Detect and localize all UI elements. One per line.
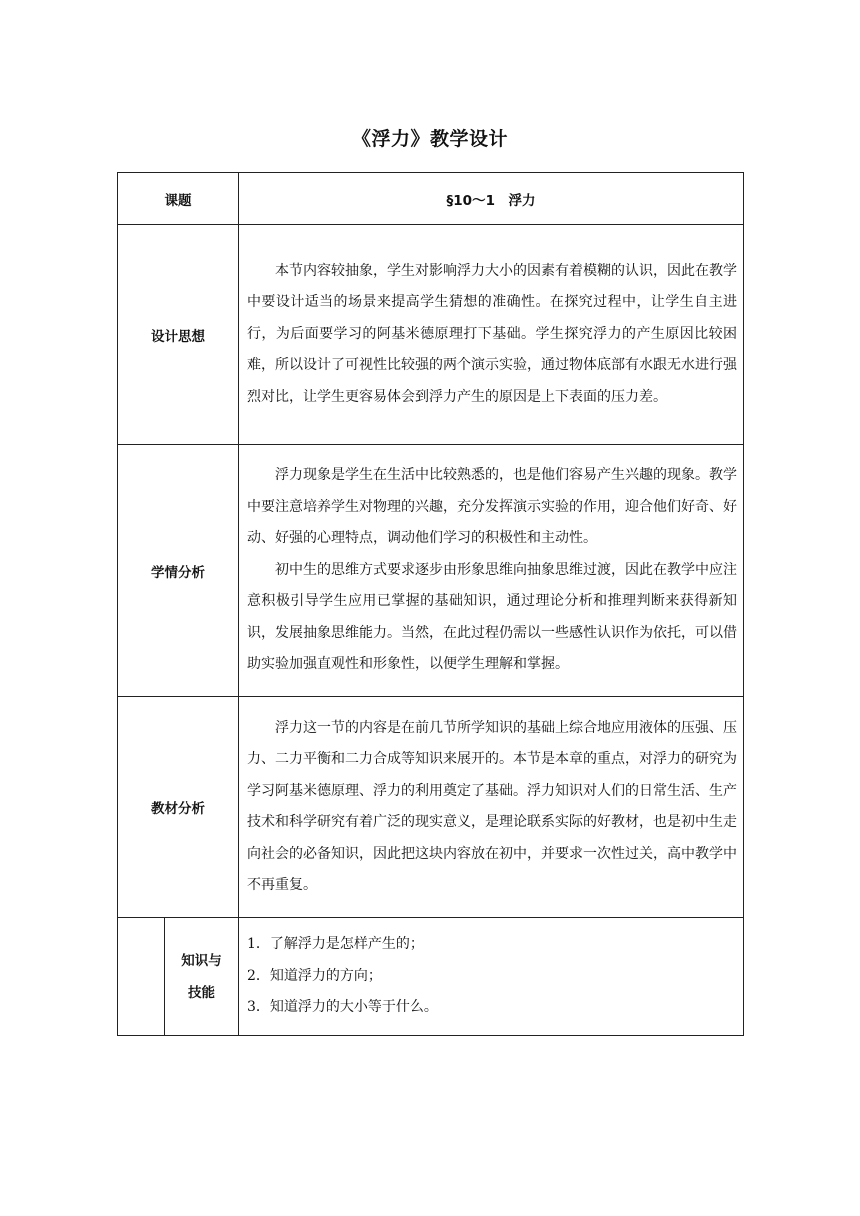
learner-analysis-label: 学情分析	[118, 445, 239, 697]
knowledge-skills-label-line-1: 知识与	[181, 952, 222, 969]
knowledge-skills-content	[239, 918, 744, 1036]
learner-analysis-paragraph-2: 初中生的思维方式要求逐步由形象思维向抽象思维过渡，因此在教学中应注意积极引导学生应用已掌握的基础知识，通过理论分析和推理判断来获得新知识，发展抽象思维能力。当然，在此过程仍需以一些感性认识作为依托，可以借助实验加强直观性和形象性，以便学生理解和掌握。	[247, 561, 737, 673]
learner-analysis-paragraph-1: 浮力现象是学生在生活中比较熟悉的，也是他们容易产生兴趣的现象。教学中要注意培养学生对物理的兴趣，充分发挥演示实验的作用，迎合他们好奇、好动、好强的心理特点，调动他们学习的积极性和主动性。	[247, 467, 737, 547]
knowledge-skills-label	[165, 918, 239, 1036]
document-title: 《浮力》教学设计	[351, 128, 508, 150]
design-idea-paragraph: 本节内容较抽象，学生对影响浮力大小的因素有着模糊的认识，因此在教学中要设计适当的场景来提高学生猜想的准确性。在探究过程中，让学生自主进行，为后面要学习的阿基米德原理打下基础。学生探究浮力的产生原因比较困难，所以设计了可视性比较强的两个演示实验，通过物体底部有水跟无水进行强烈对比，让学生更容易体会到浮力产生的原因是上下表面的压力差。	[247, 262, 737, 405]
knowledge-skills-label-line-2: 技能	[188, 984, 215, 1001]
material-analysis-row	[118, 697, 744, 918]
material-analysis-paragraph: 浮力这一节的内容是在前几节所学知识的基础上综合地应用液体的压强、压力、二力平衡和二力合成等知识来展开的。本节是本章的重点，对浮力的研究为学习阿基米德原理、浮力的利用奠定了基础。浮力知识对人们的日常生活、生产技术和科学研究有着广泛的现实意义，是理论联系实际的好教材，也是初中生走向社会的必备知识，因此把这块内容放在初中，并要求一次性过关，高中教学中不再重复。	[247, 719, 737, 893]
design-idea-content	[239, 225, 744, 445]
design-idea-label: 设计思想	[118, 225, 239, 445]
material-analysis-content	[239, 697, 744, 918]
learner-analysis-content	[239, 445, 744, 697]
objectives-spacer-cell	[118, 918, 165, 1036]
knowledge-skills-item-2: 2．知道浮力的方向；	[247, 967, 382, 984]
learner-analysis-row	[118, 445, 744, 697]
material-analysis-label: 教材分析	[118, 697, 239, 918]
knowledge-skills-row	[118, 918, 744, 1036]
design-idea-row	[118, 225, 744, 445]
lesson-plan-table	[117, 172, 744, 1036]
topic-row	[118, 173, 744, 225]
topic-value: §10～1 浮力	[239, 173, 744, 225]
knowledge-skills-item-3: 3．知道浮力的大小等于什么。	[247, 999, 438, 1016]
knowledge-skills-item-1: 1．了解浮力是怎样产生的；	[247, 936, 424, 953]
topic-label: 课题	[118, 173, 239, 225]
